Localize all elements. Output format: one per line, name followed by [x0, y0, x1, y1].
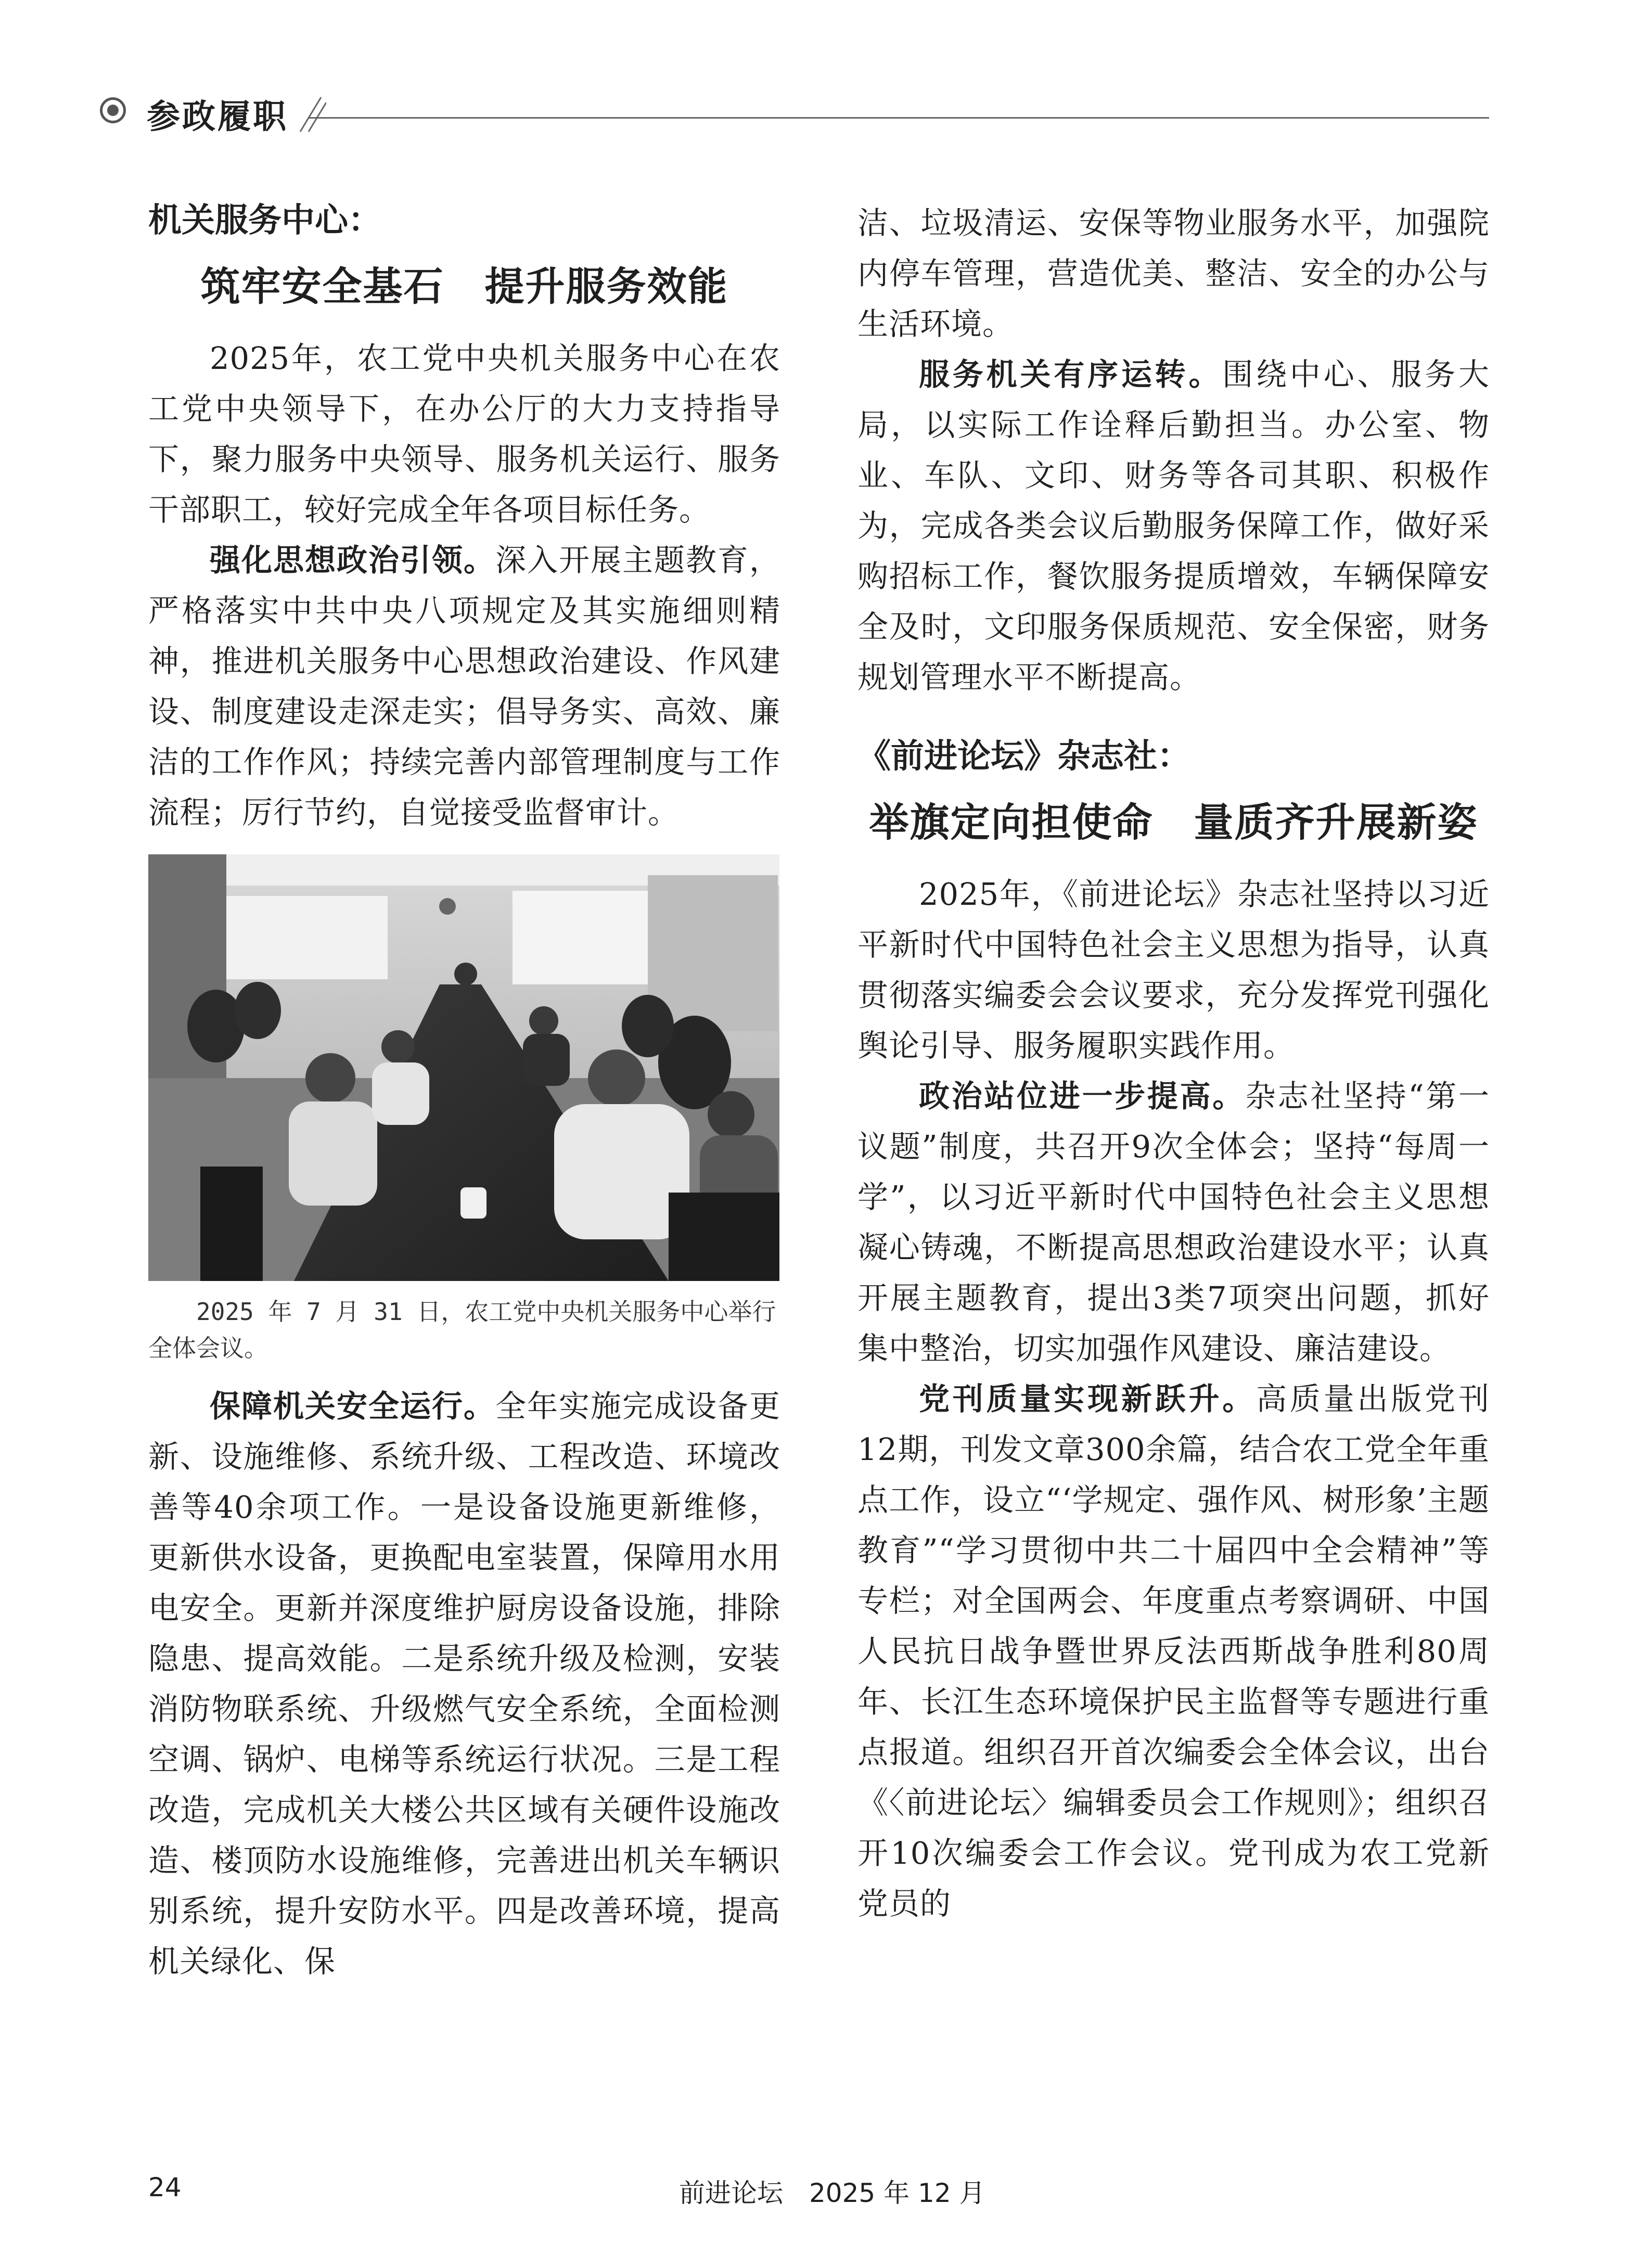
circle-bullet-icon: [100, 97, 126, 123]
page-number: 24: [148, 2172, 182, 2202]
org-heading-service-center: 机关服务中心：: [148, 201, 381, 240]
photo-caption: 2025 年 7 月 31 日，农工党中央机关服务中心举行全体会议。: [148, 1297, 776, 1362]
paragraph-body: 全年实施完成设备更新、设施维修、系统升级、工程改造、环境改善等40余项工作。一是设备设施更新维修，更新供水设备，更换配电室装置，保障用水用电安全。更新并深度维护厨房设备设施，排除隐患、提高效能。二是系统升级及检测，安装消防物联系统、升级燃气安全系统，全面检测空调、锅炉、电梯等系统运行状况。三是工程改造，完成机关大楼公共区域有关硬件设施改造、楼顶防水设施维修，完善进出机关车辆识别系统，提升安防水平。四是改善环境，提高机关绿化、保: [148, 1388, 780, 1979]
article-headline-magazine: 举旗定向担使命 量质齐升展新姿: [869, 799, 1478, 845]
lead-phrase: 保障机关安全运行。: [210, 1388, 495, 1424]
right-column: [857, 198, 1490, 1929]
lead-phrase: 强化思想政治引领。: [210, 542, 495, 578]
paragraph-body: 深入开展主题教育，严格落实中共中央八项规定及其实施细则精神，推进机关服务中心思想政治建设、作风建设、制度建设走深走实；倡导务实、高效、廉洁的工作作风；持续完善内部管理制度与工作流程；厉行节约，自觉接受监督审计。: [148, 542, 780, 830]
meeting-photo-illustration: [148, 854, 779, 1281]
article-headline-service-center: 筑牢安全基石 提升服务效能: [200, 263, 728, 310]
meeting-photo: [148, 854, 779, 1281]
lead-phrase: 政治站位进一步提高。: [919, 1078, 1245, 1114]
intro-paragraph: 2025年，农工党中央机关服务中心在农工党中央领导下，在办公厅的大力支持指导下，聚力服务中央领导、服务机关运行、服务干部职工，较好完成全年各项目标任务。: [148, 340, 780, 528]
org-heading-magazine: 《前进论坛》杂志社：: [857, 737, 1190, 776]
intro-paragraph: 2025年，《前进论坛》杂志社坚持以习近平新时代中国特色社会主义思想为指导，认真贯彻落实编委会会议要求，充分发挥党刊强化舆论引导、服务履职实践作用。: [857, 876, 1490, 1064]
issue-date: 2025 年 12 月: [809, 2178, 985, 2208]
paragraph-quality: [857, 1374, 1490, 1929]
paragraph-politics: [857, 1071, 1490, 1374]
paragraph-body: 围绕中心、服务大局，以实际工作诠释后勤担当。办公室、物业、车队、文印、财务等各司其职、积极作为，完成各类会议后勤服务保障工作，做好采购招标工作，餐饮服务提质增效，车辆保障安全及时，文印服务保质规范、安全保密，财务规划管理水平不断提高。: [857, 356, 1490, 695]
continued-paragraph: 洁、垃圾清运、安保等物业服务水平，加强院内停车管理，营造优美、整洁、安全的办公与生活环境。: [857, 205, 1490, 342]
publication-name: 前进论坛: [679, 2178, 783, 2208]
lead-phrase: 党刊质量实现新跃升。: [919, 1380, 1257, 1417]
paragraph-body: 高质量出版党刊12期，刊发文章300余篇，结合农工党全年重点工作，设立“‘学规定、强作风、树形象’主题教育”“学习贯彻中共二十届四中全会精神”等专栏；对全国两会、年度重点考察调研、中国人民抗日战争暨世界反法西斯战争胜利80周年、长江生态环境保护民主监督等专题进行重点报道。组织召开首次编委会全体会议，出台《〈前进论坛〉编辑委员会工作规则》；组织召开10次编委会工作会议。党刊成为农工党新党员的: [857, 1380, 1490, 1921]
paragraph-safety: [148, 1381, 780, 1987]
paragraph-ideology: [148, 535, 780, 838]
slash-decoration-icon: [295, 96, 326, 133]
lead-phrase: 服务机关有序运转。: [919, 356, 1223, 392]
left-column: [148, 198, 780, 1987]
page-header: [95, 86, 1489, 136]
section-title: 参政履职: [147, 98, 288, 136]
paragraph-operations: [857, 349, 1490, 702]
header-rule: [308, 117, 1489, 119]
page-footer: [148, 2172, 1512, 2214]
paragraph-body: 杂志社坚持“第一议题”制度，共召开9次全体会；坚持“每周一学”，以习近平新时代中国特色社会主义思想凝心铸魂，不断提高思想政治建设水平；认真开展主题教育，提出3类7项突出问题，抓好集中整治，切实加强作风建设、廉洁建设。: [857, 1078, 1490, 1366]
